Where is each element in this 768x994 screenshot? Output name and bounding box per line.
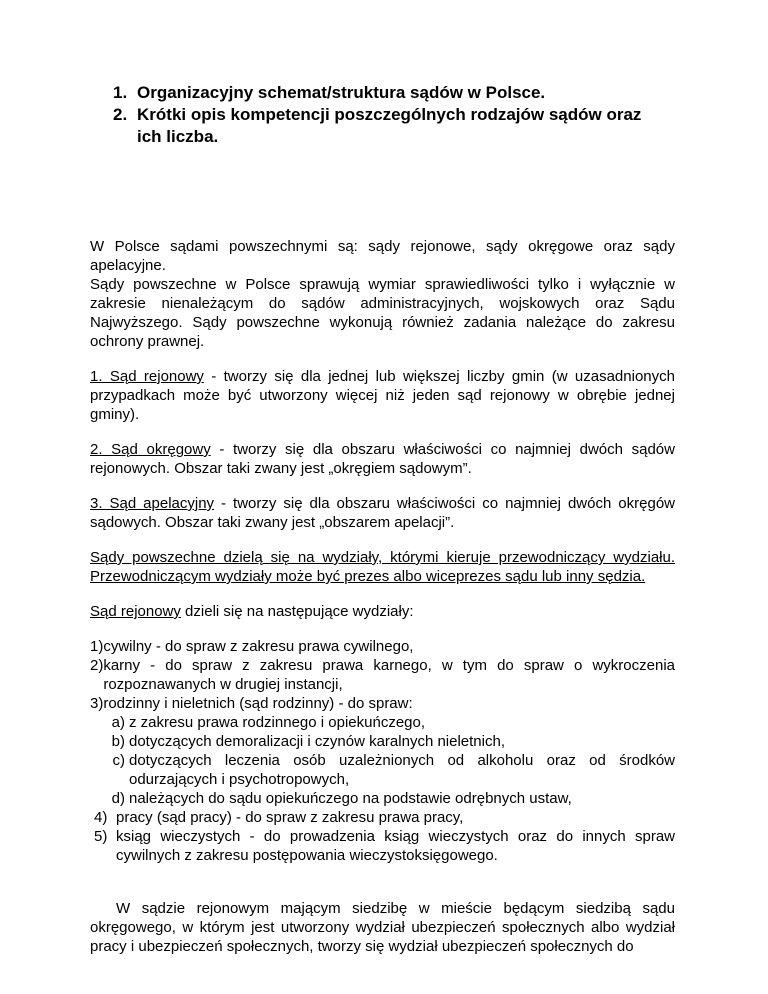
sub-list-item [90, 732, 675, 751]
divisions-list [90, 637, 675, 865]
sub-item-text: należących do sądu opiekuńczego na podstawie odrębnych ustaw, [129, 790, 572, 807]
list-item-number: 2) [90, 657, 104, 674]
court-desc: - tworzy się dla jednej lub większej liczby gmin (w uzasadnionych przypadkach może być utworzony więcej niż jeden sąd rejonowy w obrębie jednej gminy). [90, 368, 675, 423]
rejonowy-rest: dzieli się na następujące wydziały: [180, 603, 414, 620]
sub-item-letter: b) [111, 733, 125, 750]
court-desc: - tworzy się dla obszaru właściwości co najmniej dwóch sądów rejonowych. Obszar taki zwany jest „okręgiem sądowym”. [90, 441, 675, 477]
closing-paragraph: W sądzie rejonowym mającym siedzibę w mieście będącym siedzibą sądu okręgowego, w którym jest utworzony wydział ubezpieczeń społecznych albo wydział pracy i ubezpieczeń społecznych, tworzy się wydział ubezpieczeń społecznych do [90, 900, 675, 955]
intro-paragraph-2: Sądy powszechne w Polsce sprawują wymiar sprawiedliwości tylko i wyłącznie w zakresie nienależącym do sądów administracyjnych, wojskowych oraz Sądu Najwyższego. Sądy powszechne wykonują również zadania należące do zakresu ochrony prawnej. [90, 276, 675, 350]
court-okregowy [90, 440, 675, 478]
list-item-text: karny - do spraw z zakresu prawa karnego, w tym do spraw o wykroczenia rozpoznawanych w drugiej instancji, [103, 657, 675, 693]
court-rejonowy [90, 367, 675, 424]
sub-item-text: dotyczących leczenia osób uzależnionych od alkoholu oraz od środków odurzających i psychotropowych, [129, 752, 675, 788]
sub-item-text: z zakresu prawa rodzinnego i opiekuńczego, [129, 714, 426, 731]
sub-item-text: dotyczących demoralizacji i czynów karalnych nieletnich, [129, 733, 505, 750]
sub-list-item [90, 789, 675, 808]
court-term: 2. Sąd okręgowy [90, 441, 211, 458]
heading-2 [113, 104, 658, 148]
rejonowy-term: Sąd rejonowy [90, 603, 181, 620]
list-item [90, 694, 675, 713]
list-item-text: rodzinny i nieletnich (sąd rodzinny) - do spraw: [103, 695, 413, 712]
sub-item-letter: a) [111, 714, 125, 731]
list-item-number: 1) [90, 638, 104, 655]
heading-text: Organizacyjny schemat/struktura sądów w Polsce. [137, 83, 546, 102]
list-item-text: pracy (sąd pracy) - do spraw z zakresu prawa pracy, [116, 809, 464, 826]
court-term: 1. Sąd rejonowy [90, 368, 204, 385]
court-desc: - tworzy się dla obszaru właściwości co najmniej dwóch okręgów sądowych. Obszar taki zwany jest „obszarem apelacji”. [90, 495, 675, 531]
sub-list-item [90, 713, 675, 732]
document-body [90, 237, 675, 972]
list-item [90, 808, 675, 827]
list-item-text: ksiąg wieczystych - do prowadzenia ksiąg wieczystych oraz do innych spraw cywilnych z zakresu postępowania wieczystoksięgowego. [116, 828, 675, 864]
rejonowy-intro [90, 602, 675, 621]
sub-list-item [90, 751, 675, 789]
sub-item-letter: c) [112, 752, 125, 769]
list-item [90, 827, 675, 865]
document-headings [113, 82, 658, 148]
heading-number: 2. [113, 105, 128, 124]
sub-item-letter: d) [111, 790, 125, 807]
list-item [90, 656, 675, 694]
list-item-number: 4) [94, 809, 108, 826]
intro-paragraph-1: W Polsce sądami powszechnymi są: sądy rejonowe, sądy okręgowe oraz sądy apelacyjne. [90, 238, 675, 274]
list-item-number: 5) [94, 828, 108, 845]
list-item [90, 637, 675, 656]
heading-number: 1. [113, 83, 128, 102]
list-item-text: cywilny - do spraw z zakresu prawa cywilnego, [103, 638, 414, 655]
list-item-number: 3) [90, 695, 104, 712]
divisions-note: Sądy powszechne dzielą się na wydziały, którymi kieruje przewodniczący wydziału. Przewodniczącym wydziały może być prezes albo wiceprezes sądu lub inny sędzia. [90, 549, 675, 585]
heading-text: Krótki opis kompetencji poszczególnych rodzajów sądów oraz ich liczba. [137, 105, 642, 146]
court-term: 3. Sąd apelacyjny [90, 495, 215, 512]
heading-1 [113, 82, 658, 104]
court-apelacyjny [90, 494, 675, 532]
